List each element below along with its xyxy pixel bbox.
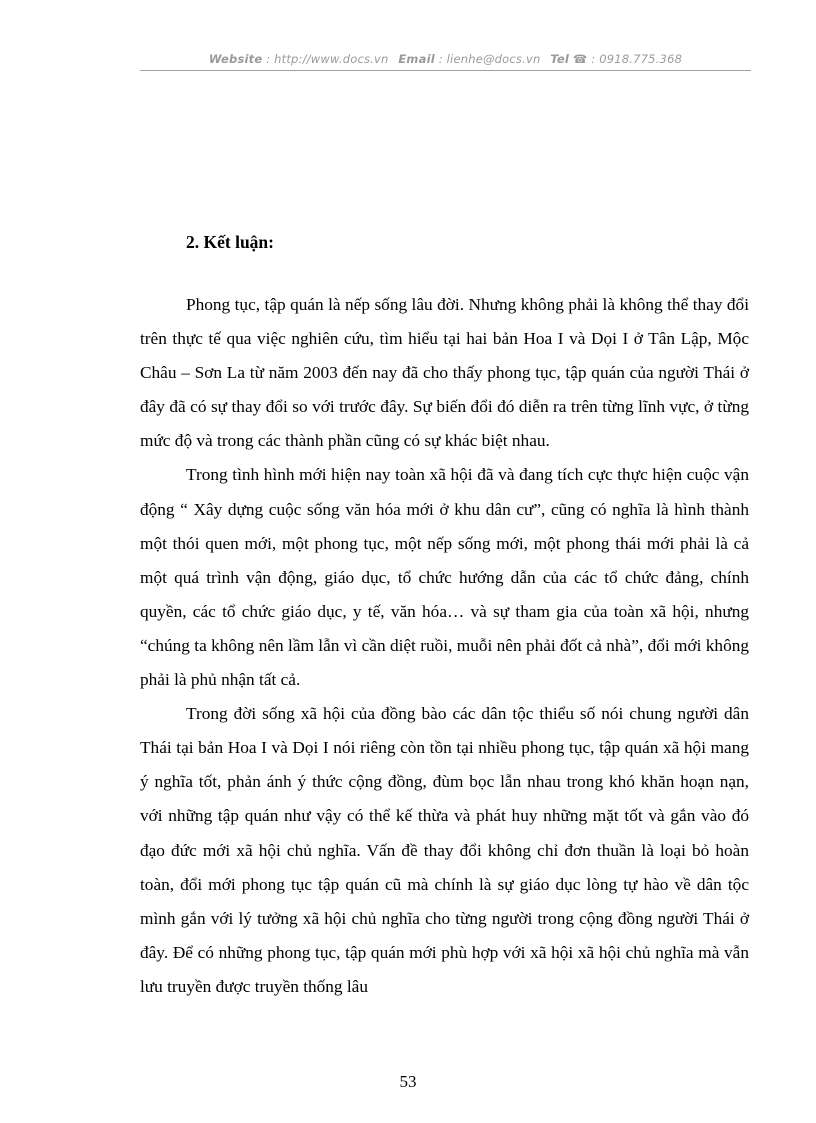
- paragraph: Phong tục, tập quán là nếp sống lâu đời. Nhưng không phải là không thể thay đổi trên thực tế qua việc nghiên cứu, tìm hiểu tại hai bản Hoa I và Dọi I ở Tân Lập, Mộc Châu – Sơn La từ năm 2003 đến nay đã cho thấy phong tục, tập quán của người Thái ở đây đã có sự thay đổi so với trước đây. Sự biến đổi đó diễn ra trên từng lĩnh vực, ở từng mức độ và trong các thành phần cũng có sự khác biệt nhau.: [140, 295, 749, 451]
- tel-label: Tel: [550, 52, 570, 66]
- header-divider: [140, 70, 751, 71]
- website-value: : http://www.docs.vn: [266, 52, 389, 66]
- body-text: [140, 288, 749, 1004]
- paragraph: Trong đời sống xã hội của đồng bào các dân tộc thiểu số nói chung người dân Thái tại bản Hoa I và Dọi I nói riêng còn tồn tại nhiều phong tục, tập quán xã hội mang ý nghĩa tốt, phản ánh ý thức cộng đồng, đùm bọc lẫn nhau trong khó khăn hoạn nạn, với những tập quán như vậy có thể kế thừa và phát huy những mặt tốt và gắn vào đó đạo đức mới xã hội chủ nghĩa. Vấn đề thay đổi không chỉ đơn thuần là loại bỏ hoàn toàn, đổi mới phong tục tập quán cũ mà chính là sự giáo dục lòng tự hào về dân tộc mình gắn với lý tưởng xã hội chủ nghĩa cho từng người trong cộng đồng người Thái ở đây. Để có những phong tục, tập quán mới phù hợp với xã hội xã hội chủ nghĩa mà vẫn lưu truyền được truyền thống lâu: [140, 704, 749, 996]
- page-number: 53: [399, 1072, 417, 1091]
- page-header: [140, 52, 751, 66]
- paragraph: Trong tình hình mới hiện nay toàn xã hội đã và đang tích cực thực hiện cuộc vận động “ Xây dựng cuộc sống văn hóa mới ở khu dân cư”, cũng có nghĩa là hình thành một thói quen mới, một phong tục, một nếp sống mới, một phong thái mới phải là cả một quá trình vận động, giáo dục, tổ chức hướng dẫn của các tổ chức đảng, chính quyền, các tổ chức giáo dục, y tế, văn hóa… và sự tham gia của toàn xã hội, nhưng “chúng ta không nên lầm lẫn vì cần diệt ruồi, muỗi nên phải đốt cả nhà”, đổi mới không phải là phủ nhận tất cả.: [140, 465, 749, 690]
- email-value: : lienhe@docs.vn: [438, 52, 541, 66]
- tel-value: : 0918.775.368: [591, 52, 683, 66]
- email-label: Email: [398, 52, 435, 66]
- phone-icon: ☎: [572, 52, 588, 66]
- section-heading: 2. Kết luận:: [186, 232, 274, 252]
- website-label: Website: [208, 52, 263, 66]
